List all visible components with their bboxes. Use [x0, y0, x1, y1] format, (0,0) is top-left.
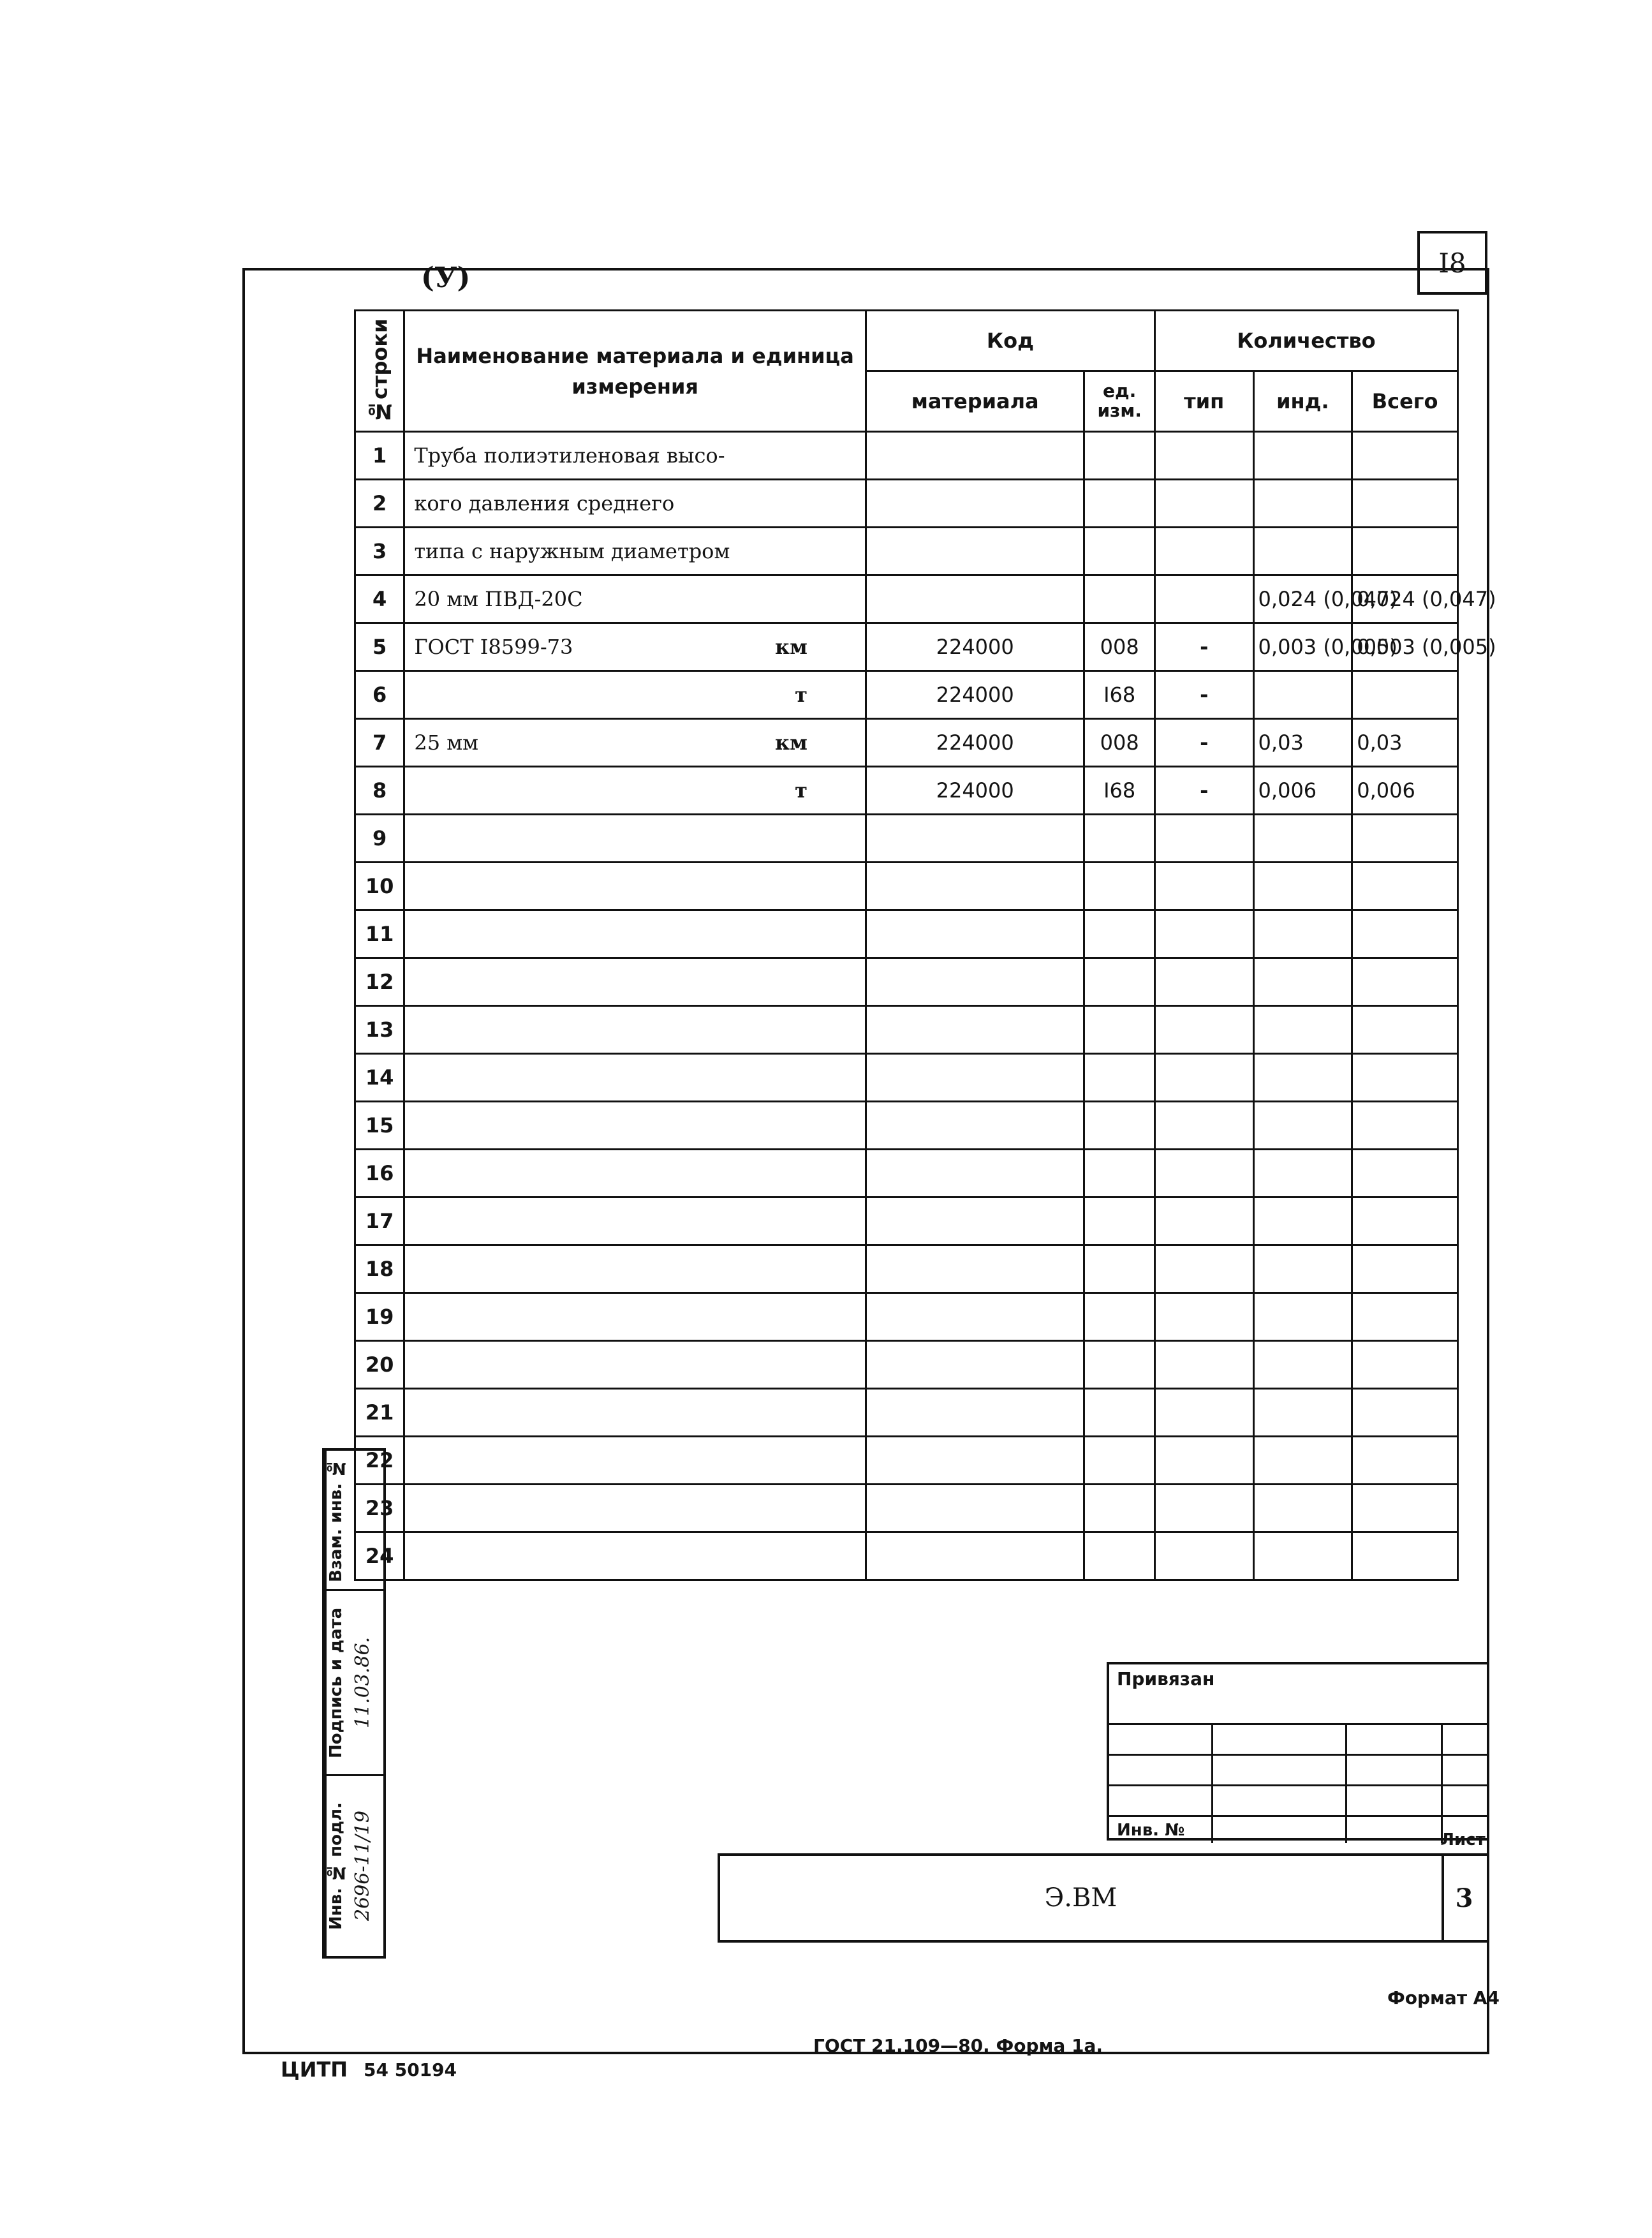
qty-total [1352, 1341, 1458, 1389]
qty-ind [1253, 863, 1352, 910]
row-number: 6 [355, 671, 404, 719]
unit-code: I68 [1084, 767, 1154, 815]
header-qty-total: Всего [1352, 371, 1458, 432]
stamp-line [1109, 1784, 1487, 1786]
header-code-material: материала [866, 371, 1084, 432]
unit-code [1084, 1102, 1154, 1150]
unit-code [1084, 432, 1154, 480]
qty-total [1352, 815, 1458, 863]
qty-total [1352, 432, 1458, 480]
qty-type [1154, 1485, 1253, 1532]
material-code [866, 1437, 1084, 1485]
material-code [866, 1485, 1084, 1532]
unit-code [1084, 910, 1154, 958]
unit-label: т [795, 683, 808, 707]
header-code-unit: ед. изм. [1084, 371, 1154, 432]
stamp-divider [1211, 1723, 1213, 1843]
row-number: 21 [355, 1389, 404, 1437]
qty-ind [1253, 480, 1352, 528]
document-code: Э.ВМ [720, 1856, 1444, 1940]
row-number: 18 [355, 1245, 404, 1293]
material-name [404, 575, 866, 623]
unit-label: т [795, 778, 808, 803]
material-name [404, 1532, 866, 1580]
qty-type [1154, 1293, 1253, 1341]
qty-total: 0,006 [1352, 767, 1458, 815]
material-name [404, 671, 866, 719]
unit-code [1084, 1006, 1154, 1054]
qty-total [1352, 1197, 1458, 1245]
side-inv-value: 2696-11/19 [351, 1811, 374, 1922]
side-zam-cell [325, 1451, 383, 1591]
qty-type [1154, 432, 1253, 480]
qty-total [1352, 1245, 1458, 1293]
material-name-text: ГОСТ I8599-73 [414, 635, 573, 659]
row-number: 9 [355, 815, 404, 863]
table-row [355, 1293, 1458, 1341]
table-row [355, 1197, 1458, 1245]
unit-code [1084, 958, 1154, 1006]
qty-ind [1253, 671, 1352, 719]
material-name [404, 863, 866, 910]
unit-code [1084, 1293, 1154, 1341]
qty-type [1154, 1532, 1253, 1580]
material-spec-table [354, 309, 1496, 1581]
qty-type [1154, 1341, 1253, 1389]
qty-ind [1253, 1532, 1352, 1580]
material-name [404, 1341, 866, 1389]
stamp-divider [1441, 1723, 1443, 1843]
table-row [355, 815, 1458, 863]
qty-ind [1253, 1006, 1352, 1054]
table-row [355, 1389, 1458, 1437]
side-inv-cell [325, 1776, 383, 1956]
unit-label: км [775, 730, 808, 755]
row-number: 4 [355, 575, 404, 623]
unit-code [1084, 815, 1154, 863]
row-number: 19 [355, 1293, 404, 1341]
qty-type [1154, 1197, 1253, 1245]
material-name [404, 767, 866, 815]
qty-type [1154, 1150, 1253, 1197]
qty-total [1352, 863, 1458, 910]
material-code [866, 863, 1084, 910]
stamp-privyazan: Привязан [1117, 1668, 1215, 1689]
form-marker: (У) [421, 262, 471, 294]
qty-ind [1253, 910, 1352, 958]
qty-ind [1253, 1102, 1352, 1150]
unit-code [1084, 1341, 1154, 1389]
material-code [866, 1102, 1084, 1150]
material-name [404, 958, 866, 1006]
table-row [355, 432, 1458, 480]
row-number: 23 [355, 1485, 404, 1532]
qty-total [1352, 910, 1458, 958]
table-row [355, 575, 1458, 623]
order-number: 54 50194 [364, 2059, 457, 2080]
table-row [355, 1150, 1458, 1197]
row-number: 17 [355, 1197, 404, 1245]
material-code [866, 1054, 1084, 1102]
side-inv-label: Инв. № подл. [325, 1776, 349, 1956]
material-code: 224000 [866, 623, 1084, 671]
qty-ind [1253, 1485, 1352, 1532]
sheet-label: Лист [1440, 1830, 1486, 1849]
qty-type: - [1154, 719, 1253, 767]
table-row [355, 1485, 1458, 1532]
row-number: 2 [355, 480, 404, 528]
table-row [355, 1006, 1458, 1054]
material-name [404, 1197, 866, 1245]
unit-code [1084, 1150, 1154, 1197]
qty-total [1352, 528, 1458, 575]
material-name [404, 1437, 866, 1485]
row-number: 16 [355, 1150, 404, 1197]
material-name-text: 25 мм [414, 730, 478, 755]
material-name [404, 432, 866, 480]
gost-form-note: ГОСТ 21.109—80. Форма 1а. [813, 2035, 1103, 2056]
qty-type [1154, 1054, 1253, 1102]
header-quantity: Количество [1154, 311, 1457, 371]
material-code [866, 1341, 1084, 1389]
row-number: 15 [355, 1102, 404, 1150]
qty-type [1154, 1437, 1253, 1485]
side-zam-label: Взам. инв. № [325, 1451, 349, 1589]
material-name [404, 815, 866, 863]
qty-type: - [1154, 671, 1253, 719]
qty-ind [1253, 1150, 1352, 1197]
table-row [355, 1054, 1458, 1102]
material-code [866, 815, 1084, 863]
row-number: 1 [355, 432, 404, 480]
material-name [404, 1389, 866, 1437]
qty-total [1352, 1437, 1458, 1485]
stamp-line [1109, 1754, 1487, 1756]
unit-code [1084, 1532, 1154, 1580]
qty-ind [1253, 1437, 1352, 1485]
unit-code [1084, 1197, 1154, 1245]
table-row [355, 623, 1458, 671]
material-name [404, 719, 866, 767]
side-sign-label: Подпись и дата [325, 1591, 349, 1774]
material-code [866, 1532, 1084, 1580]
page-number: I8 [1417, 231, 1487, 295]
material-name [404, 1245, 866, 1293]
qty-total [1352, 1006, 1458, 1054]
material-name [404, 1485, 866, 1532]
qty-total: 0,03 [1352, 719, 1458, 767]
qty-ind [1253, 1197, 1352, 1245]
unit-code [1084, 1485, 1154, 1532]
qty-total [1352, 958, 1458, 1006]
material-code: 224000 [866, 767, 1084, 815]
material-code [866, 432, 1084, 480]
qty-total [1352, 1293, 1458, 1341]
table-row [355, 1437, 1458, 1485]
material-name-text: 20 мм ПВД-20С [414, 587, 583, 611]
material-name [404, 1150, 866, 1197]
material-name [404, 623, 866, 671]
qty-total [1352, 1102, 1458, 1150]
qty-ind [1253, 815, 1352, 863]
qty-ind: 0,003 (0,005) [1253, 623, 1352, 671]
material-code: 224000 [866, 719, 1084, 767]
unit-code: 008 [1084, 623, 1154, 671]
table-row [355, 958, 1458, 1006]
material-name-text: кого давления среднего [414, 491, 675, 515]
material-code [866, 1245, 1084, 1293]
qty-ind [1253, 1245, 1352, 1293]
row-number: 12 [355, 958, 404, 1006]
row-number: 22 [355, 1437, 404, 1485]
side-sign-value: 11.03.86. [351, 1636, 374, 1729]
row-number: 5 [355, 623, 404, 671]
unit-code [1084, 1054, 1154, 1102]
qty-type [1154, 863, 1253, 910]
stamp-line [1109, 1723, 1487, 1725]
header-qty-ind: инд. [1253, 371, 1352, 432]
header-row-no: №строки [355, 311, 404, 432]
material-code: 224000 [866, 671, 1084, 719]
unit-label: км [775, 635, 808, 659]
qty-total [1352, 1150, 1458, 1197]
table-row [355, 1245, 1458, 1293]
row-number: 24 [355, 1532, 404, 1580]
qty-total [1352, 480, 1458, 528]
qty-total [1352, 1054, 1458, 1102]
unit-code: 008 [1084, 719, 1154, 767]
material-code [866, 1006, 1084, 1054]
row-number: 14 [355, 1054, 404, 1102]
row-number: 13 [355, 1006, 404, 1054]
unit-code [1084, 1245, 1154, 1293]
qty-ind [1253, 1341, 1352, 1389]
row-number: 7 [355, 719, 404, 767]
table-row [355, 528, 1458, 575]
material-code [866, 1150, 1084, 1197]
unit-code [1084, 575, 1154, 623]
qty-total [1352, 671, 1458, 719]
material-name [404, 1054, 866, 1102]
sheet-number: 3 [1455, 1883, 1473, 1913]
material-code [866, 1197, 1084, 1245]
row-number: 11 [355, 910, 404, 958]
qty-type: - [1154, 623, 1253, 671]
unit-code [1084, 480, 1154, 528]
stamp-line [1109, 1815, 1487, 1817]
publisher: ЦИТП [281, 2057, 348, 2082]
unit-code [1084, 863, 1154, 910]
qty-type [1154, 1006, 1253, 1054]
qty-total: 0,003 (0,005) [1352, 623, 1458, 671]
side-stamp-column [322, 1448, 386, 1959]
material-code [866, 1293, 1084, 1341]
qty-type [1154, 1389, 1253, 1437]
qty-type: - [1154, 767, 1253, 815]
qty-ind [1253, 432, 1352, 480]
table-row [355, 719, 1458, 767]
qty-type [1154, 1102, 1253, 1150]
table-row [355, 671, 1458, 719]
stamp-divider [1345, 1723, 1347, 1843]
qty-type [1154, 528, 1253, 575]
qty-type [1154, 910, 1253, 958]
table-row [355, 1532, 1458, 1580]
row-number: 20 [355, 1341, 404, 1389]
header-name: Наименование материала и единица измерения [404, 311, 866, 432]
material-name-text: Труба полиэтиленовая высо- [414, 443, 725, 468]
material-name-text: типа с наружным диаметром [414, 539, 730, 563]
material-name [404, 1293, 866, 1341]
binding-stamp [1107, 1662, 1489, 1841]
qty-ind [1253, 958, 1352, 1006]
material-name [404, 1006, 866, 1054]
header-code: Код [866, 311, 1154, 371]
material-name [404, 1102, 866, 1150]
qty-ind [1253, 1293, 1352, 1341]
qty-type [1154, 815, 1253, 863]
side-zam-value [351, 1451, 386, 1589]
stamp-inv-no: Инв. № [1117, 1821, 1185, 1840]
table-row [355, 480, 1458, 528]
qty-total [1352, 1485, 1458, 1532]
material-code [866, 575, 1084, 623]
qty-ind [1253, 1389, 1352, 1437]
material-code [866, 958, 1084, 1006]
table-row [355, 1102, 1458, 1150]
material-name [404, 480, 866, 528]
qty-ind: 0,03 [1253, 719, 1352, 767]
table-row [355, 1341, 1458, 1389]
side-sign-cell [325, 1591, 383, 1776]
qty-total [1352, 1389, 1458, 1437]
material-name [404, 528, 866, 575]
qty-ind: 0,006 [1253, 767, 1352, 815]
unit-code: I68 [1084, 671, 1154, 719]
table-row [355, 910, 1458, 958]
format-note: Формат А4 [1387, 1987, 1500, 2008]
row-number: 3 [355, 528, 404, 575]
table-row [355, 767, 1458, 815]
qty-total [1352, 1532, 1458, 1580]
material-code [866, 480, 1084, 528]
unit-code [1084, 1437, 1154, 1485]
row-number: 10 [355, 863, 404, 910]
unit-code [1084, 1389, 1154, 1437]
qty-type [1154, 1245, 1253, 1293]
material-code [866, 1389, 1084, 1437]
qty-type [1154, 958, 1253, 1006]
row-number: 8 [355, 767, 404, 815]
qty-type [1154, 480, 1253, 528]
header-qty-type: тип [1154, 371, 1253, 432]
qty-total: 0,024 (0,047) [1352, 575, 1458, 623]
unit-code [1084, 528, 1154, 575]
qty-ind [1253, 1054, 1352, 1102]
qty-ind: 0,024 (0,047) [1253, 575, 1352, 623]
qty-ind [1253, 528, 1352, 575]
qty-type [1154, 575, 1253, 623]
material-code [866, 528, 1084, 575]
material-code [866, 910, 1084, 958]
table-row [355, 863, 1458, 910]
material-name [404, 910, 866, 958]
